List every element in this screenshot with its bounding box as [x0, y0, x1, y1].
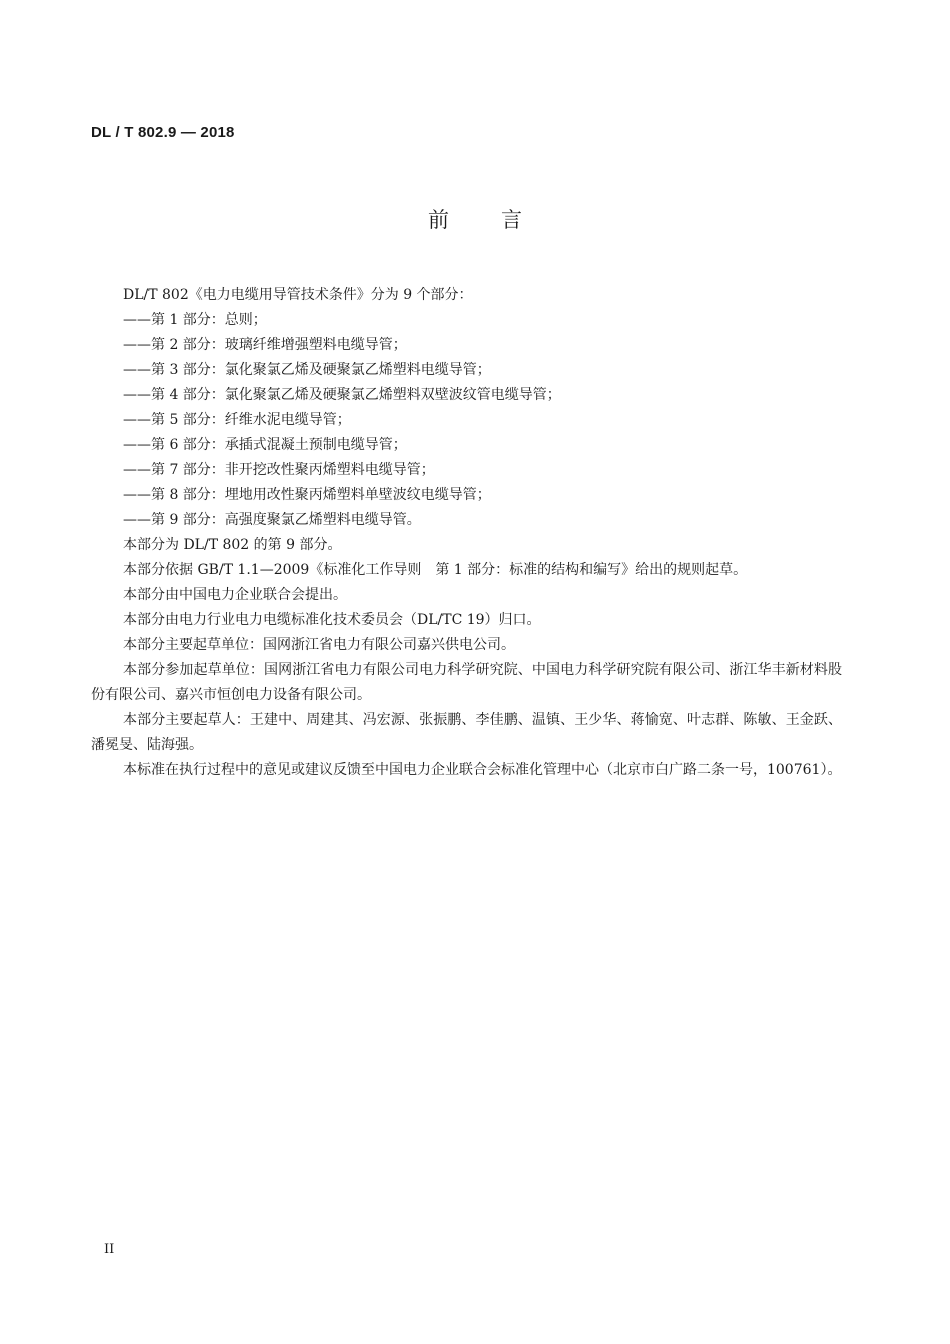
list-item: ——第 8 部分：埋地用改性聚丙烯塑料单壁波纹电缆导管； — [123, 487, 491, 503]
paragraph-participating-units: 本部分参加起草单位：国网浙江省电力有限公司电力科学研究院、中国电力科学研究院有限公司、浙江华丰新材料股份有限公司、嘉兴市恒创电力设备有限公司。 — [91, 662, 842, 703]
paragraph-proposer: 本部分由中国电力企业联合会提出。 — [123, 587, 347, 603]
paragraph-main-drafters: 本部分主要起草人：王建中、周建其、冯宏源、张振鹏、李佳鹏、温镇、王少华、蒋愉宽、叶志群、陈敏、王金跃、潘冕旻、陆海强。 — [91, 712, 842, 753]
paragraph-feedback: 本标准在执行过程中的意见或建议反馈至中国电力企业联合会标准化管理中心（北京市白广路二条一号，100761）。 — [123, 762, 842, 778]
list-item: ——第 5 部分：纤维水泥电缆导管； — [123, 412, 351, 428]
paragraph-centralized-by: 本部分由电力行业电力电缆标准化技术委员会（DL/TC 19）归口。 — [123, 612, 541, 628]
list-item: ——第 9 部分：高强度聚氯乙烯塑料电缆导管。 — [123, 512, 421, 528]
paragraph-main-drafting-unit: 本部分主要起草单位：国网浙江省电力有限公司嘉兴供电公司。 — [123, 637, 515, 653]
list-item: ——第 7 部分：非开挖改性聚丙烯塑料电缆导管； — [123, 462, 435, 478]
page-title: 前言 — [428, 208, 574, 232]
list-item: ——第 1 部分：总则； — [123, 312, 267, 328]
list-item: ——第 2 部分：玻璃纤维增强塑料电缆导管； — [123, 337, 407, 353]
list-item: ——第 6 部分：承插式混凝土预制电缆导管； — [123, 437, 407, 453]
standard-code: DL / T 802.9 — 2018 — [91, 124, 235, 141]
page-number: II — [104, 1242, 115, 1257]
intro-paragraph: DL/T 802《电力电缆用导管技术条件》分为 9 个部分： — [123, 287, 473, 303]
foreword-body — [91, 283, 842, 783]
paragraph-part-number: 本部分为 DL/T 802 的第 9 部分。 — [123, 537, 342, 553]
parts-list — [91, 308, 842, 533]
list-item: ——第 3 部分：氯化聚氯乙烯及硬聚氯乙烯塑料电缆导管； — [123, 362, 491, 378]
list-item: ——第 4 部分：氯化聚氯乙烯及硬聚氯乙烯塑料双壁波纹管电缆导管； — [123, 387, 561, 403]
paragraph-drafting-basis: 本部分依据 GB/T 1.1—2009《标准化工作导则 第 1 部分：标准的结构和编写》给出的规则起草。 — [123, 562, 748, 578]
